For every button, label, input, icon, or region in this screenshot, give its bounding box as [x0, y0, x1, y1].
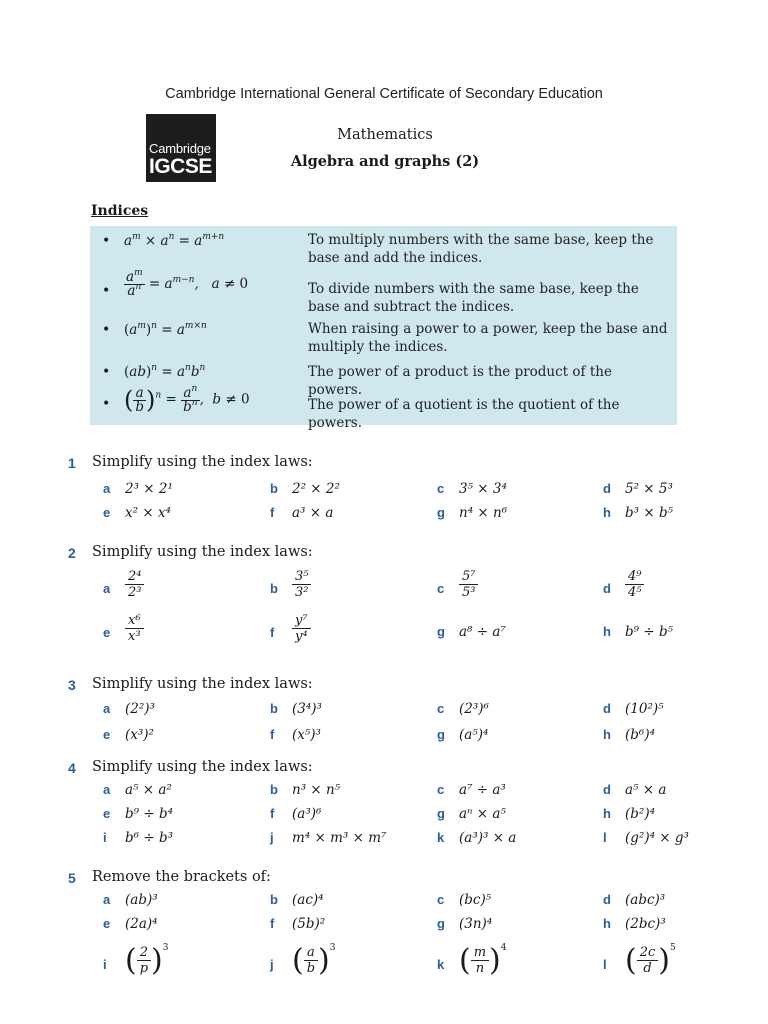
question-number: 2 — [68, 545, 76, 561]
cambridge-igcse-logo — [146, 114, 216, 182]
rule-description: To divide numbers with the same base, keep the base and subtract the indices. — [308, 281, 639, 315]
question-number: 5 — [68, 870, 76, 886]
bullet: • — [102, 322, 111, 338]
rule-description: To multiply numbers with the same base, keep the base and add the indices. — [308, 232, 654, 266]
logo-line-1: Cambridge — [149, 141, 211, 156]
question-number: 1 — [68, 455, 76, 471]
index-laws-box — [90, 226, 677, 431]
rule-formula: $(ab)^n = a^nb^n$ — [124, 363, 206, 380]
section-title: Indices — [91, 203, 149, 219]
rule-formula: $\frac{a^m}{a^n}$ = $a^{m-n}$, a ≠ 0 — [126, 268, 249, 299]
bullet: • — [102, 364, 111, 380]
bullet: • — [102, 283, 111, 299]
question-text: Simplify using the index laws: — [92, 759, 313, 775]
rule-description: The power of a quotient is the quotient of the powers. — [308, 397, 620, 431]
logo-line-2: IGCSE — [149, 155, 212, 178]
rule-formula: $(a^m)^n = a^{m\times n}$ — [124, 321, 207, 338]
bullet: • — [102, 233, 111, 249]
document-header: Cambridge International General Certificate of Secondary Education — [165, 86, 603, 102]
question-text: Simplify using the index laws: — [92, 454, 313, 470]
rule-description: The power of a product is the product of the powers. — [308, 364, 612, 398]
rule-formula: ( $\frac{a}{b}$ )$^n$ = $\frac{a^n}{b^n}$ , b ≠ 0 — [124, 383, 250, 415]
bullet: • — [102, 396, 111, 412]
question-number: 4 — [68, 760, 76, 776]
rule-description: When raising a power to a power, keep the base and multiply the indices. — [308, 321, 668, 355]
question-number: 3 — [68, 677, 76, 693]
subject-title: Mathematics — [337, 127, 433, 143]
rule-formula: $a^m \times a^n = a^{m+n}$ — [124, 232, 225, 249]
question-text: Simplify using the index laws: — [92, 544, 313, 560]
question-text: Remove the brackets of: — [92, 869, 271, 885]
topic-title: Algebra and graphs (2) — [290, 153, 480, 170]
question-text: Simplify using the index laws: — [92, 676, 313, 692]
